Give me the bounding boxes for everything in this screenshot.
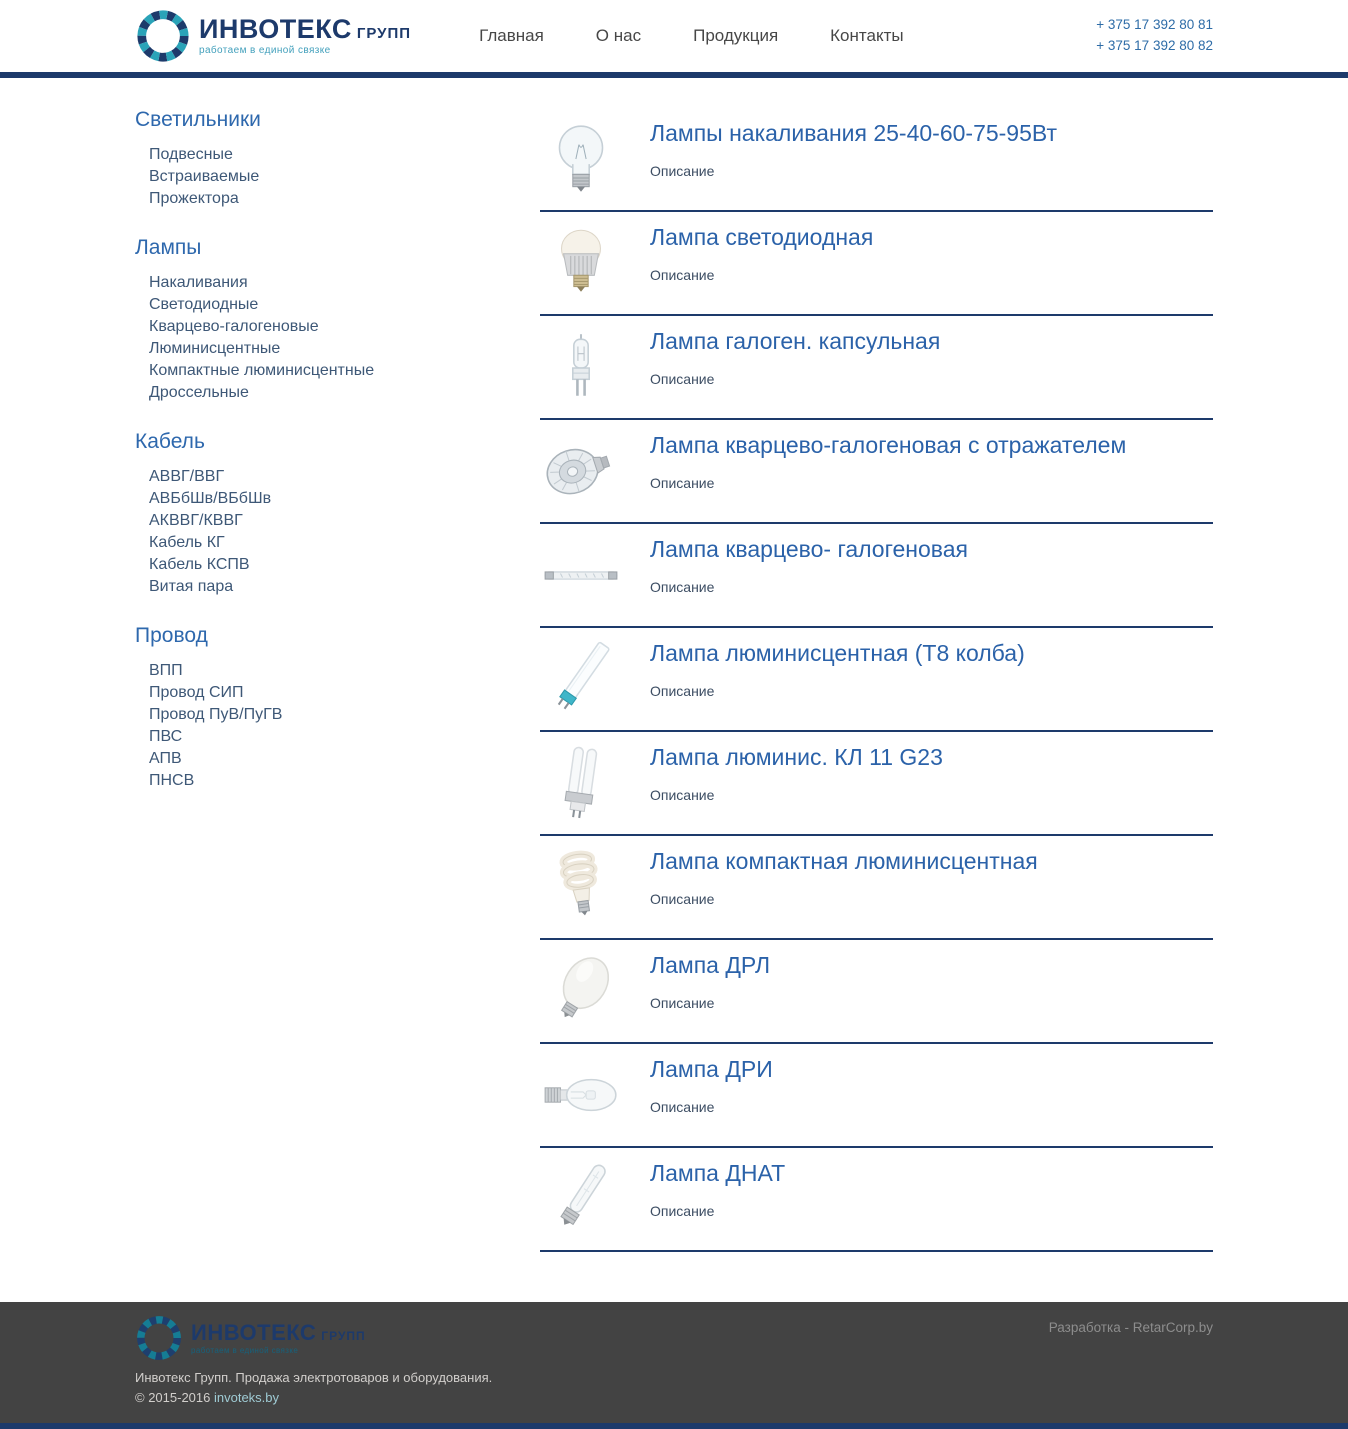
sidebar-item-svetodiodnye[interactable]: Светодиодные — [149, 296, 259, 313]
nav-item-contacts[interactable]: Контакты — [830, 26, 904, 45]
copyright-text: © 2015-2016 — [135, 1389, 214, 1405]
sidebar-item-prozhektora[interactable]: Прожектора — [149, 190, 239, 207]
product-description-link[interactable]: Описание — [650, 787, 715, 803]
footer-logo-text — [191, 1319, 366, 1355]
product-row — [540, 108, 1213, 212]
product-description-link[interactable]: Описание — [650, 1203, 715, 1219]
product-title[interactable]: Лампа ДРЛ — [650, 952, 771, 978]
logo-ring-icon — [135, 8, 191, 64]
product-description-link[interactable]: Описание — [650, 475, 715, 491]
sidebar-item-kabel-kspv[interactable]: Кабель КСПВ — [149, 556, 250, 573]
product-title[interactable]: Лампа кварцево- галогеновая — [650, 536, 968, 562]
sidebar-item-pnsv[interactable]: ПНСВ — [149, 772, 195, 789]
sidebar-item-vpp[interactable]: ВПП — [149, 662, 183, 679]
product-row — [540, 1044, 1213, 1148]
product-row — [540, 212, 1213, 316]
sidebar-item-vitaya-para[interactable]: Витая пара — [149, 578, 234, 595]
sidebar-title-cable[interactable]: Кабель — [135, 430, 205, 453]
sidebar-title-lamps[interactable]: Лампы — [135, 236, 202, 259]
sidebar-item-lyuminiscentnye[interactable]: Люминисцентные — [149, 340, 281, 357]
fluorescent-t8-tube-image[interactable] — [540, 638, 635, 722]
sidebar-item-nakalivaniya[interactable]: Накаливания — [149, 274, 248, 291]
sidebar-item-pvs[interactable]: ПВС — [149, 728, 183, 745]
halogen-capsule-image[interactable] — [540, 326, 635, 410]
sidebar-item-provod-sip[interactable]: Провод СИП — [149, 684, 244, 701]
footer-copyright — [135, 1388, 1213, 1408]
sidebar-section-cable — [135, 430, 460, 598]
sidebar-title-lights[interactable]: Светильники — [135, 108, 261, 131]
sidebar-item-podvesnye[interactable]: Подвесные — [149, 146, 233, 163]
logo-tagline: работаем в единой связке — [199, 45, 331, 56]
incandescent-bulb-image[interactable] — [540, 118, 635, 202]
product-row — [540, 420, 1213, 524]
sidebar-section-lights — [135, 108, 460, 210]
metal-halide-dri-bulb-image[interactable] — [540, 1054, 635, 1138]
footer-logo-tagline: работаем в единой связке — [191, 1345, 299, 1355]
mercury-drl-bulb-image[interactable] — [540, 950, 635, 1034]
led-bulb-image[interactable] — [540, 222, 635, 306]
sidebar-section-lamps — [135, 236, 460, 404]
product-description-link[interactable]: Описание — [650, 267, 715, 283]
sidebar-item-provod-puv-pugv[interactable]: Провод ПуВ/ПуГВ — [149, 706, 283, 723]
sidebar-item-drosselnye[interactable]: Дроссельные — [149, 384, 249, 401]
sidebar-item-apv[interactable]: АПВ — [149, 750, 182, 767]
developer-credit-link[interactable]: Разработка - RetarCorp.by — [1048, 1320, 1213, 1335]
halogen-reflector-image[interactable] — [540, 430, 635, 514]
product-row — [540, 628, 1213, 732]
product-description-link[interactable]: Описание — [650, 579, 715, 595]
cfl-spiral-image[interactable] — [540, 846, 635, 930]
product-title[interactable]: Лампы накаливания 25-40-60-75-95Вт — [650, 120, 1058, 146]
product-description-link[interactable]: Описание — [650, 163, 715, 179]
sidebar-item-avbbshv-vbbshv[interactable]: АВБбШв/ВБбШв — [149, 490, 272, 507]
logo-title: ИНВОТЕКС — [199, 14, 352, 44]
footer-description: Инвотекс Групп. Продажа электротоваров и оборудования. — [135, 1370, 493, 1385]
footer-bottom-divider — [0, 1423, 1348, 1429]
main-nav — [479, 26, 904, 46]
product-row — [540, 940, 1213, 1044]
sidebar-item-kabel-kg[interactable]: Кабель КГ — [149, 534, 225, 551]
logo-suffix: ГРУПП — [356, 25, 412, 42]
footer-logo-title: ИНВОТЕКС — [191, 1319, 317, 1345]
product-title[interactable]: Лампа компактная люминисцентная — [650, 848, 1038, 874]
nav-item-about[interactable]: О нас — [595, 26, 642, 45]
sidebar-item-vstraivaemye[interactable]: Встраиваемые — [149, 168, 260, 185]
footer-logo-ring-icon — [135, 1314, 183, 1362]
product-row — [540, 836, 1213, 940]
sidebar-item-akvvg-kvvg[interactable]: АКВВГ/КВВГ — [149, 512, 243, 529]
product-title[interactable]: Лампа кварцево-галогеновая с отражателем — [650, 432, 1127, 458]
sidebar-title-wire[interactable]: Провод — [135, 624, 208, 647]
product-description-link[interactable]: Описание — [650, 995, 715, 1011]
halogen-linear-image[interactable] — [540, 534, 635, 618]
product-row — [540, 524, 1213, 628]
phone-numbers — [1096, 15, 1213, 57]
nav-item-products[interactable]: Продукция — [693, 26, 779, 45]
sidebar-item-kompaktnye-lyuminiscentnye[interactable]: Компактные люминисцентные — [149, 362, 375, 379]
footer — [0, 1302, 1348, 1423]
sidebar-item-avvg-vvg[interactable]: АВВГ/ВВГ — [149, 468, 225, 485]
product-description-link[interactable]: Описание — [650, 1099, 715, 1115]
product-row — [540, 1148, 1213, 1252]
product-title[interactable]: Лампа ДНАТ — [650, 1160, 786, 1186]
product-list — [540, 108, 1213, 1252]
logo[interactable] — [135, 8, 411, 64]
sidebar-section-wire — [135, 624, 460, 792]
product-description-link[interactable]: Описание — [650, 683, 715, 699]
product-title[interactable]: Лампа ДРИ — [650, 1056, 773, 1082]
product-title[interactable]: Лампа люминис. КЛ 11 G23 — [650, 744, 943, 770]
footer-logo-suffix: ГРУПП — [321, 1328, 366, 1343]
sodium-dnat-bulb-image[interactable] — [540, 1158, 635, 1242]
sidebar — [135, 108, 460, 1252]
logo-text — [199, 16, 411, 56]
product-row — [540, 732, 1213, 836]
product-title[interactable]: Лампа люминисцентная (Т8 колба) — [650, 640, 1025, 666]
product-row — [540, 316, 1213, 420]
site-link[interactable]: invoteks.by — [213, 1389, 280, 1405]
nav-item-home[interactable]: Главная — [479, 26, 544, 45]
product-title[interactable]: Лампа галоген. капсульная — [650, 328, 941, 354]
phone-number-2: + 375 17 392 80 82 — [1096, 38, 1213, 53]
product-description-link[interactable]: Описание — [650, 371, 715, 387]
product-description-link[interactable]: Описание — [650, 891, 715, 907]
cfl-kl11-g23-image[interactable] — [540, 742, 635, 826]
main-content — [0, 78, 1348, 1302]
header — [0, 0, 1348, 72]
product-title[interactable]: Лампа светодиодная — [650, 224, 874, 250]
phone-number-1: + 375 17 392 80 81 — [1096, 17, 1213, 33]
sidebar-item-kvarcevo-galogenovye[interactable]: Кварцево-галогеновые — [149, 318, 319, 335]
